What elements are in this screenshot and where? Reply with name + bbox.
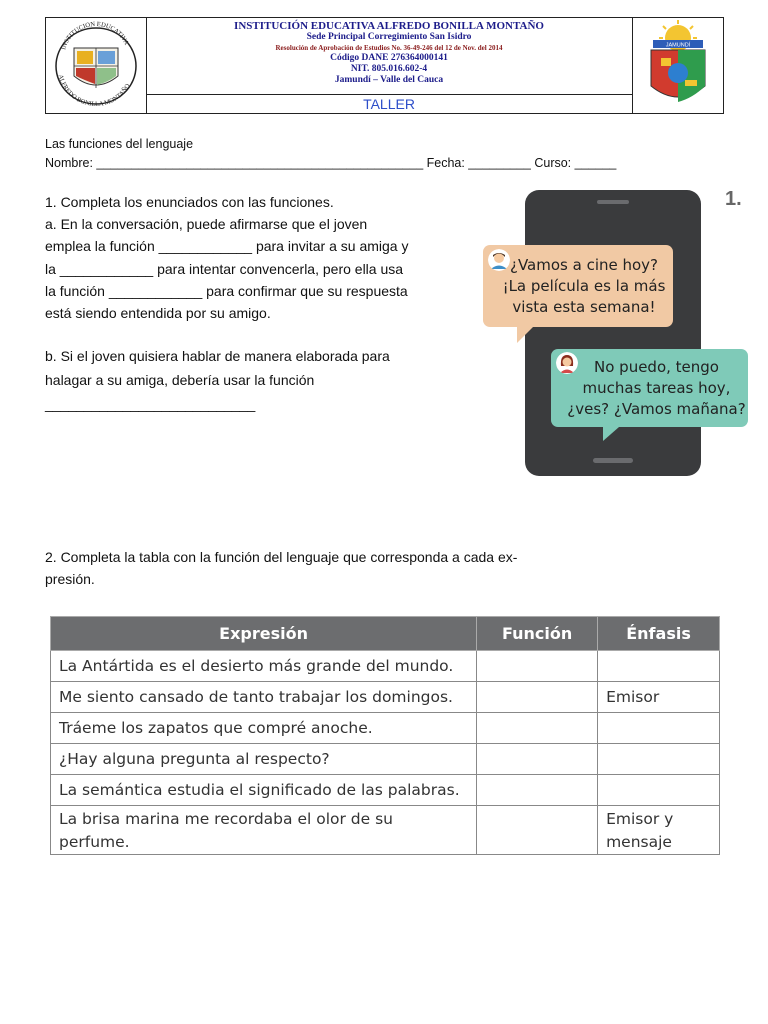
funcion-cell[interactable] [477, 775, 598, 806]
location: Jamundí – Valle del Cauca [334, 75, 444, 85]
expresion-cell: La brisa marina me recordaba el olor de su perfume. [51, 806, 477, 855]
expresion-cell: La semántica estudia el significado de las palabras. [51, 775, 477, 806]
exercise1-b-line2: halagar a su amiga, debería usar la función [45, 372, 315, 388]
table-row [51, 806, 720, 855]
girl-avatar-icon [556, 352, 578, 374]
exercise2-title-line1: 2. Completa la tabla con la función del lenguaje que corresponda a cada ex- [45, 549, 518, 565]
enfasis-cell[interactable] [598, 806, 720, 855]
nit: NIT. 805.016.602-4 [350, 64, 428, 74]
enfasis-cell[interactable]: Emisor [598, 682, 720, 713]
header-enfasis: Énfasis [598, 617, 720, 651]
funcion-cell[interactable] [477, 744, 598, 775]
dane-code: Código DANE 276364000141 [330, 53, 448, 63]
exercise1-a-line4[interactable]: la función ____________ para confirmar que su respuesta [45, 283, 408, 299]
header-table [45, 17, 724, 114]
functions-table [50, 616, 720, 855]
chat-bubble-girl [551, 349, 748, 427]
enfasis-cell[interactable] [598, 775, 720, 806]
exercise1-b-line1: b. Si el joven quisiera hablar de manera elaborada para [45, 348, 390, 364]
phone-home-bar [593, 458, 633, 463]
enfasis-line1: Emisor y [606, 810, 674, 828]
bubble2-line2: muchas tareas hoy, [582, 379, 731, 397]
school-logo [46, 18, 147, 113]
figure-number: 1. [725, 188, 742, 210]
campus: Sede Principal Corregimiento San Isidro [306, 32, 472, 42]
header-expresion: Expresión [51, 617, 477, 651]
expresion-cell: La Antártida es el desierto más grande del mundo. [51, 651, 477, 682]
chat-bubble-boy [483, 245, 673, 327]
expresion-cell: Tráeme los zapatos que compré anoche. [51, 713, 477, 744]
bubble2-line3: ¿ves? ¿Vamos mañana? [567, 400, 746, 418]
resolution: Resolución de Aprobación de Estudios No. 36-49-246 del 12 de Nov. del 2014 [275, 44, 503, 52]
topic-title: Las funciones del lenguaje [45, 137, 194, 151]
institution-name: INSTITUCIÓN EDUCATIVA ALFREDO BONILLA MONTAÑO [234, 20, 544, 32]
logo-top-text: INSTITUCION EDUCATIVA [60, 20, 130, 51]
funcion-cell[interactable] [477, 806, 598, 855]
logo-bottom-text: ALFREDO BONILLA MONTAÑO [56, 73, 132, 109]
student-info-fields[interactable]: Nombre: _______________________________________________ Fecha: _________ Curso: ______ [45, 156, 617, 170]
table-row [51, 651, 720, 682]
header-funcion: Función [477, 617, 598, 651]
enfasis-cell[interactable] [598, 744, 720, 775]
exercise1-a-line3[interactable]: la ____________ para intentar convencerla, pero ella usa [45, 261, 404, 277]
bubble2-line1: No puedo, tengo [594, 358, 719, 376]
exercise1-a-line2[interactable]: emplea la función ____________ para invitar a su amiga y [45, 238, 409, 254]
bubble1-line1: ¿Vamos a cine hoy? [509, 256, 659, 274]
table-row [51, 744, 720, 775]
bubble1-line2: ¡La película es la más [502, 277, 666, 295]
exercise1-b-answer-blank[interactable]: ___________________________ [45, 396, 256, 412]
funcion-cell[interactable] [477, 682, 598, 713]
expresion-cell: Me siento cansado de tanto trabajar los domingos. [51, 682, 477, 713]
logo-right-text: JAMUNDÍ [665, 42, 691, 49]
table-header-row [51, 617, 720, 651]
exercise1-a-line5: está siendo entendida por su amigo. [45, 305, 271, 321]
enfasis-line2: mensaje [606, 833, 672, 851]
enfasis-cell[interactable] [598, 651, 720, 682]
bubble1-line3: vista esta semana! [512, 298, 656, 316]
municipality-logo [632, 18, 724, 113]
school-shield-icon [46, 18, 146, 113]
table-row [51, 775, 720, 806]
table-row [51, 713, 720, 744]
funcion-cell[interactable] [477, 713, 598, 744]
enfasis-cell[interactable] [598, 713, 720, 744]
funcion-cell[interactable] [477, 651, 598, 682]
phone-speaker [597, 200, 629, 204]
municipal-shield-icon [633, 18, 724, 113]
exercise2-title-line2: presión. [45, 571, 95, 587]
boy-avatar-icon [488, 249, 510, 271]
exercise1-title: 1. Completa los enunciados con las funciones. [45, 194, 334, 210]
institution-info [146, 18, 632, 95]
section-title: TALLER [363, 96, 415, 112]
table-row [51, 682, 720, 713]
exercise1-a-line1: a. En la conversación, puede afirmarse que el joven [45, 216, 368, 232]
expresion-cell: ¿Hay alguna pregunta al respecto? [51, 744, 477, 775]
